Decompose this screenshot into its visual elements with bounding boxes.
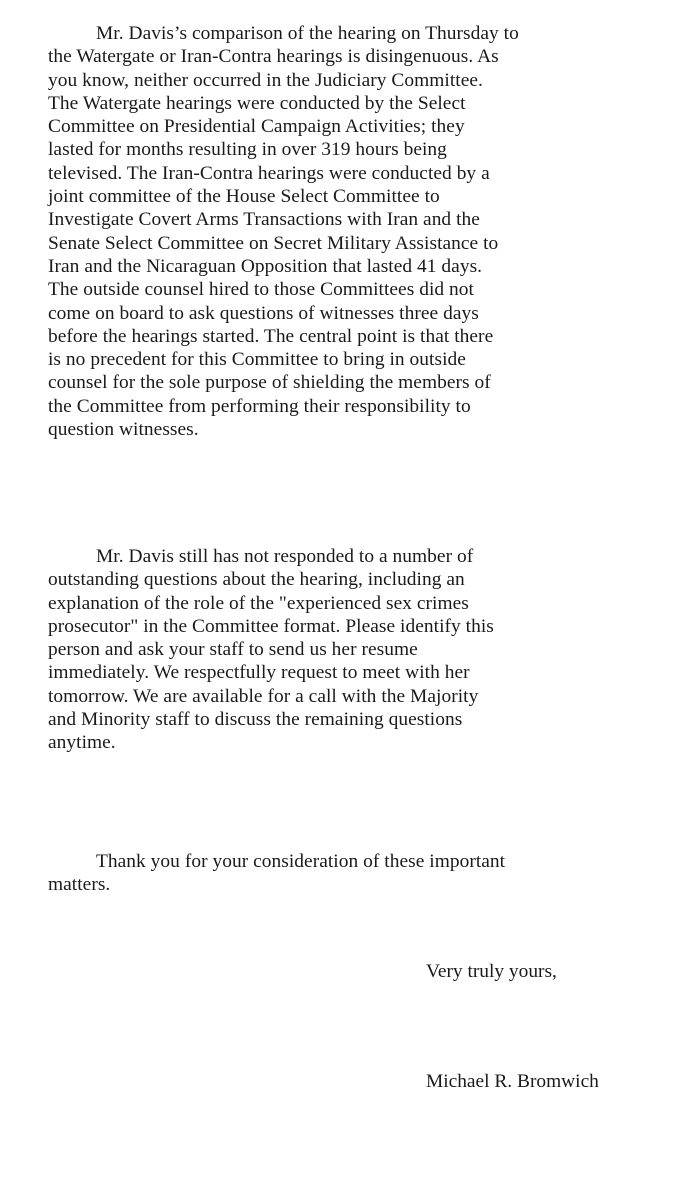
letter-closing: Very truly yours, [426, 961, 557, 982]
paragraph-line: counsel for the sole purpose of shielding the members of [48, 372, 491, 394]
paragraph-line: The outside counsel hired to those Committees did not [48, 279, 474, 301]
paragraph-thank-you [48, 850, 505, 897]
paragraph-line: Mr. Davis’s comparison of the hearing on Thursday to [96, 23, 519, 44]
paragraph-line: immediately. We respectfully request to meet with her [48, 662, 470, 684]
paragraph-line: anytime. [48, 732, 116, 754]
paragraph-line: The Watergate hearings were conducted by the Select [48, 92, 466, 114]
paragraph-line: is no precedent for this Committee to bring in outside [48, 349, 466, 371]
paragraph-line: tomorrow. We are available for a call with the Majority [48, 685, 479, 707]
paragraph-line: question witnesses. [48, 419, 199, 441]
paragraph-line: outstanding questions about the hearing, including an [48, 569, 465, 591]
paragraph-line: explanation of the role of the "experienced sex crimes [48, 592, 469, 614]
paragraph-line: matters. [48, 874, 111, 896]
paragraph-line: televised. The Iran-Contra hearings were conducted by a [48, 162, 490, 184]
letter-signature-name: Michael R. Bromwich [426, 1071, 599, 1092]
paragraph-line: joint committee of the House Select Committee to [48, 186, 440, 208]
paragraph-line: Thank you for your consideration of these important [96, 851, 506, 872]
paragraph-line: and Minority staff to discuss the remaining questions [48, 709, 463, 731]
paragraph-line: person and ask your staff to send us her resume [48, 639, 418, 661]
paragraph-line: the Committee from performing their responsibility to [48, 395, 471, 417]
paragraph-line: Mr. Davis still has not responded to a number of [96, 546, 474, 567]
paragraph-line: Senate Select Committee on Secret Military Assistance to [48, 232, 499, 254]
paragraph-outstanding-questions [48, 545, 494, 755]
paragraph-line: prosecutor" in the Committee format. Please identify this [48, 615, 494, 637]
paragraph-line: you know, neither occurred in the Judiciary Committee. [48, 69, 483, 91]
paragraph-line: Iran and the Nicaraguan Opposition that lasted 41 days. [48, 255, 483, 277]
paragraph-line: the Watergate or Iran-Contra hearings is disingenuous. As [48, 46, 499, 68]
paragraph-line: come on board to ask questions of witnesses three days [48, 302, 479, 324]
paragraph-line: before the hearings started. The central point is that there [48, 325, 494, 347]
paragraph-davis-comparison [48, 22, 519, 441]
paragraph-line: lasted for months resulting in over 319 hours being [48, 139, 447, 161]
paragraph-line: Investigate Covert Arms Transactions with Iran and the [48, 209, 480, 231]
paragraph-line: Committee on Presidential Campaign Activities; they [48, 116, 465, 138]
